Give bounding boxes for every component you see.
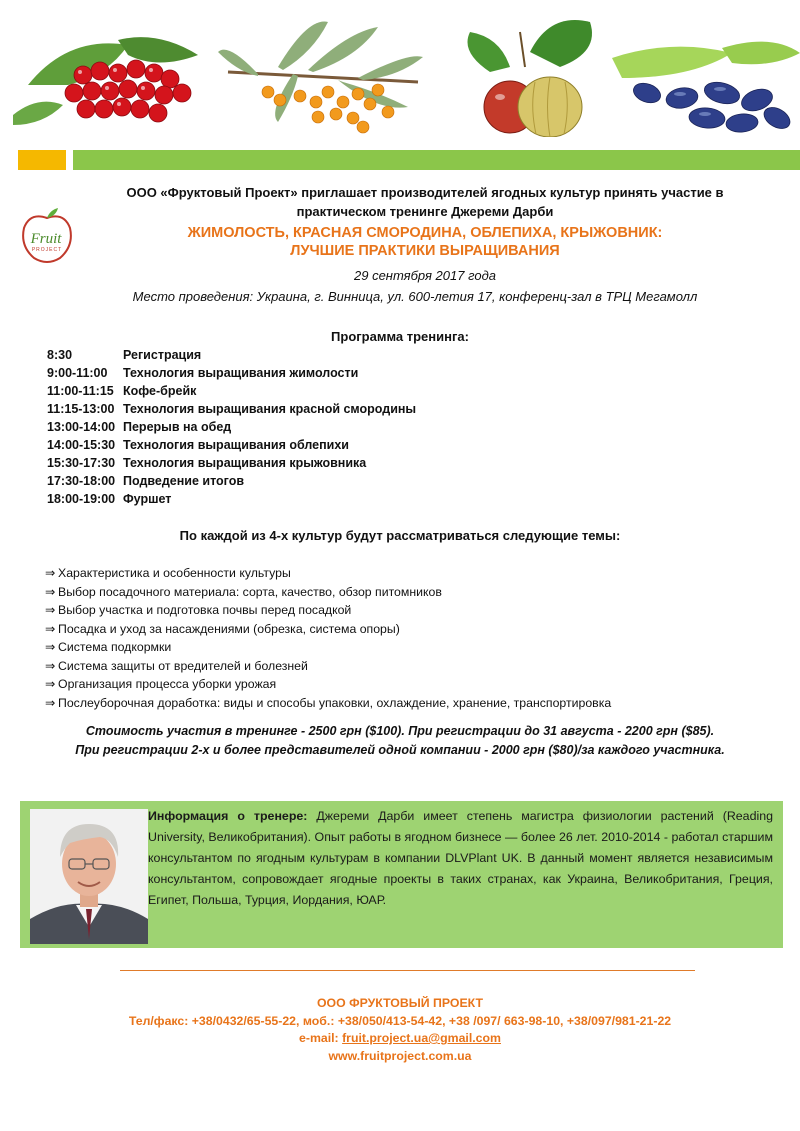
footer-website[interactable]: www.fruitproject.com.ua: [328, 1048, 472, 1063]
event-date: 29 сентября 2017 года: [354, 268, 496, 283]
schedule-activity: Технология выращивания жимолости: [123, 366, 359, 380]
topic-item: [45, 601, 765, 620]
schedule-row: [47, 364, 547, 382]
accent-bar-green: [73, 150, 800, 170]
intro-line-2: практическом тренинге Джереми Дарби: [296, 204, 554, 219]
price-info: [20, 722, 780, 760]
schedule-time: 8:30: [47, 348, 73, 362]
schedule-time: 11:15-13:00: [47, 402, 115, 416]
arrow-icon: ⇒: [45, 677, 56, 691]
topic-text: Посадка и уход за насаждениями (обрезка, система опоры): [58, 621, 400, 636]
schedule-row: [47, 382, 547, 400]
topic-text: Система подкормки: [58, 640, 172, 654]
honeysuckle-image: [612, 38, 800, 138]
schedule-row: [47, 400, 547, 418]
schedule-activity: Технология выращивания крыжовника: [123, 456, 367, 470]
fruit-project-logo: [16, 206, 78, 268]
topic-item: [45, 675, 765, 694]
footer-phones: Тел/факс: +38/0432/65-55-22, моб.: +38/050/413-54-42, +38 /097/ 663-98-10, +38/097/981-21-22: [128, 1013, 672, 1028]
email-label: e-mail:: [299, 1031, 343, 1045]
topic-text: Послеуборочная доработка: виды и способы упаковки, охлаждение, хранение, транспортировка: [58, 695, 612, 710]
schedule-time: 11:00-11:15: [47, 384, 114, 398]
topic-item: [45, 620, 765, 639]
arrow-icon: ⇒: [45, 658, 56, 673]
arrow-icon: ⇒: [45, 603, 56, 617]
schedule-list: [47, 346, 547, 508]
arrow-icon: ⇒: [45, 621, 56, 636]
schedule-time: 18:00-19:00: [47, 492, 116, 506]
schedule-row: [47, 346, 547, 364]
trainer-photo: [30, 809, 148, 944]
topic-item: [45, 583, 765, 602]
footer-divider: [120, 970, 695, 971]
arrow-icon: ⇒: [45, 695, 56, 710]
red-currant-image: [8, 25, 208, 135]
schedule-row: [47, 490, 547, 508]
trainer-bio-text: Джереми Дарби имеет степень магистра физиологии растений (Reading University, Великобритания). Опыт работы в ягодном бизнесе — более 26 лет. 2010-2014 - работал старшим консультантом по ягодным культурам в компании DLVPlant UK. В данный момент является независимым консультантом, сопровождает ягодные проекты в таких странах, как Украина, Великобритания, Греция, Египет, Польша, Турция, Иордания, ЮАР.: [148, 809, 773, 907]
gooseberry-image: [450, 12, 610, 137]
sea-buckthorn-image: [218, 12, 428, 137]
footer-contacts: [0, 995, 800, 1065]
topic-text: Выбор посадочного материала: сорта, качество, обзор питомников: [58, 584, 442, 599]
schedule-activity: Кофе-брейк: [123, 384, 197, 398]
schedule-time: 13:00-14:00: [47, 420, 116, 434]
topic-item: [45, 694, 765, 713]
intro-text: [80, 183, 770, 221]
price-line-2: При регистрации 2-х и более представителей одной компании - 2000 грн ($80)/за каждого участника.: [75, 743, 725, 757]
headline-line-1: ЖИМОЛОСТЬ, КРАСНАЯ СМОРОДИНА, ОБЛЕПИХА, КРЫЖОВНИК:: [187, 225, 663, 241]
schedule-time: 17:30-18:00: [47, 474, 116, 488]
topic-text: Организация процесса уборки урожая: [58, 677, 277, 691]
topic-text: Выбор участка и подготовка почвы перед посадкой: [58, 603, 352, 617]
arrow-icon: ⇒: [45, 566, 56, 580]
schedule-activity: Фуршет: [123, 492, 172, 506]
topic-item: [45, 638, 765, 657]
schedule-activity: Технология выращивания красной смородины: [123, 402, 417, 416]
arrow-icon: ⇒: [45, 584, 56, 599]
schedule-row: [47, 472, 547, 490]
footer-company: ООО ФРУКТОВЫЙ ПРОЕКТ: [316, 996, 484, 1010]
headline-line-2: ЛУЧШИЕ ПРАКТИКИ ВЫРАЩИВАНИЯ: [290, 243, 560, 259]
schedule-row: [47, 454, 547, 472]
intro-line-1: ООО «Фруктовый Проект» приглашает производителей ягодных культур принять участие в: [126, 185, 724, 200]
email-link[interactable]: fruit.project.ua@gmail.com: [342, 1031, 501, 1045]
topic-text: Характеристика и особенности культуры: [58, 566, 291, 580]
topics-list: [45, 564, 765, 712]
logo-subtext: PROJECT: [31, 247, 63, 253]
accent-bar-orange: [18, 150, 66, 170]
schedule-time: 14:00-15:30: [47, 438, 116, 452]
footer-email-line: [0, 1030, 800, 1048]
trainer-label: Информация о тренере:: [148, 809, 308, 823]
schedule-row: [47, 418, 547, 436]
arrow-icon: ⇒: [45, 640, 56, 654]
schedule-row: [47, 436, 547, 454]
program-title: Программа тренинга:: [331, 329, 469, 344]
logo-text: Fruit: [30, 231, 62, 247]
schedule-activity: Технология выращивания облепихи: [123, 438, 349, 452]
topic-item: [45, 564, 765, 583]
schedule-time: 9:00-11:00: [47, 366, 108, 380]
schedule-activity: Подведение итогов: [123, 474, 245, 488]
trainer-info-box: [20, 801, 783, 948]
topic-item: [45, 657, 765, 676]
topics-title: По каждой из 4-х культур будут рассматриваться следующие темы:: [179, 528, 621, 543]
header-fruit-strip: [0, 0, 800, 140]
trainer-bio: [148, 806, 773, 911]
schedule-time: 15:30-17:30: [47, 456, 116, 470]
event-headline: [80, 224, 770, 260]
topic-text: Система защиты от вредителей и болезней: [58, 658, 308, 673]
price-line-1: Стоимость участия в тренинге - 2500 грн ($100). При регистрации до 31 августа - 2200 грн ($85).: [85, 724, 715, 738]
schedule-activity: Регистрация: [123, 348, 202, 362]
schedule-activity: Перерыв на обед: [123, 420, 232, 434]
event-place: Место проведения: Украина, г. Винница, ул. 600-летия 17, конференц-зал в ТРЦ Мегамолл: [132, 289, 698, 304]
